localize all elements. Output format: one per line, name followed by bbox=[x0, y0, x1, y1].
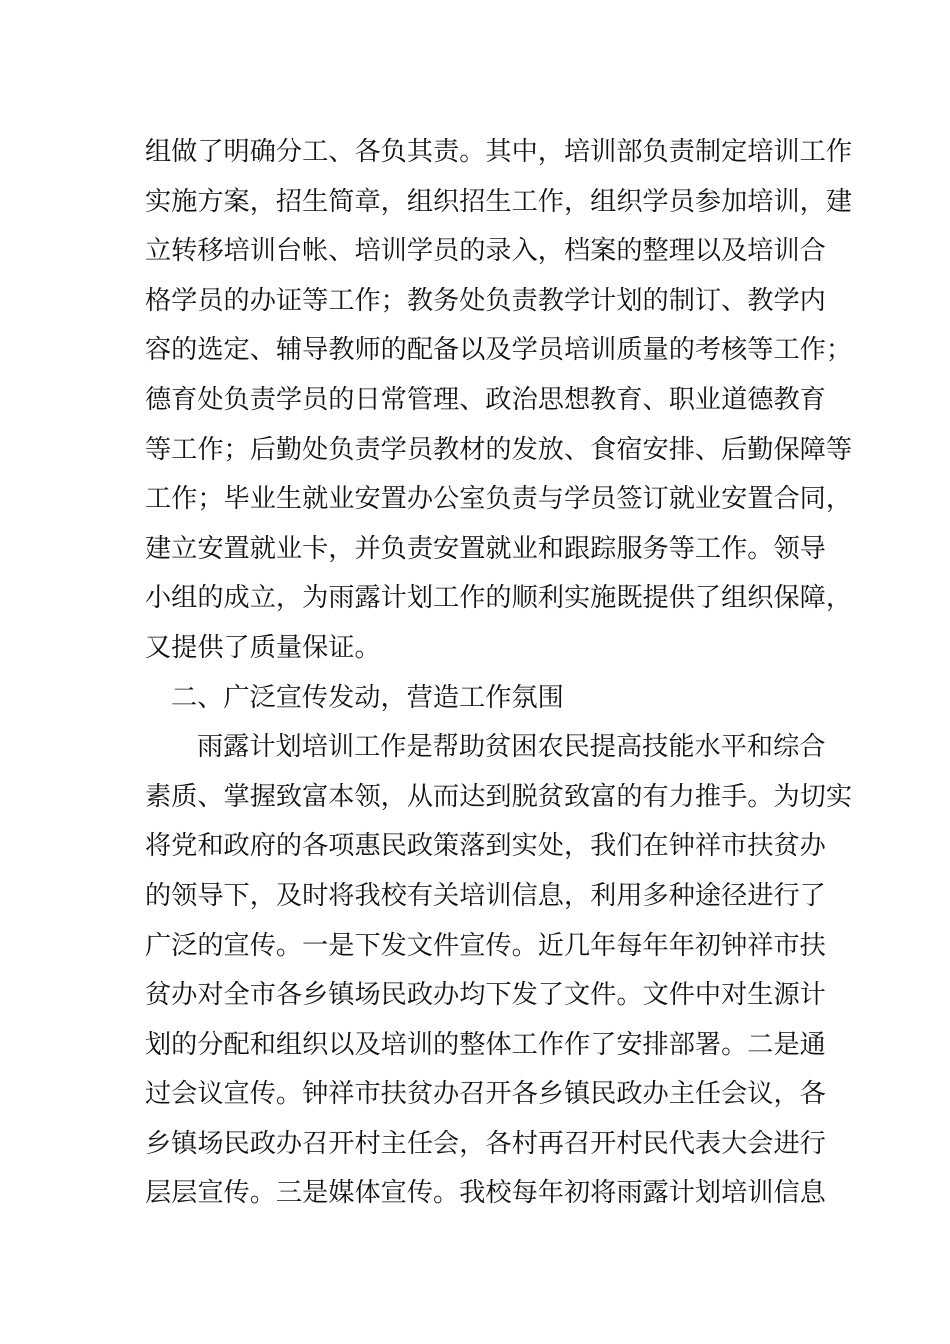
paragraph-line: 组做了明确分工、各负其责。其中，培训部负责制定培训工作 bbox=[145, 137, 853, 167]
paragraph-line: 又提供了质量保证。 bbox=[145, 632, 381, 663]
section-heading: 二、广泛宣传发动，营造工作氛围 bbox=[171, 682, 564, 713]
paragraph-line: 雨露计划培训工作是帮助贫困农民提高技能水平和综合 bbox=[197, 732, 826, 763]
paragraph-line: 层层宣传。三是媒体宣传。我校每年初将雨露计划培训信息 bbox=[145, 1178, 826, 1209]
paragraph-line: 贫办对全市各乡镇场民政办均下发了文件。文件中对生源计 bbox=[145, 980, 826, 1011]
paragraph-line: 小组的成立，为雨露计划工作的顺利实施既提供了组织保障， bbox=[145, 583, 853, 614]
paragraph-line: 将党和政府的各项惠民政策落到实处，我们在钟祥市扶贫办 bbox=[145, 831, 826, 862]
paragraph-line: 建立安置就业卡，并负责安置就业和跟踪服务等工作。领导 bbox=[145, 533, 826, 564]
document-body bbox=[145, 128, 853, 1219]
paragraph-line: 容的选定、辅导教师的配备以及学员培训质量的考核等工作； bbox=[145, 335, 853, 366]
paragraph-line: 格学员的办证等工作；教务处负责教学计划的制订、教学内 bbox=[145, 285, 826, 316]
paragraph-line: 实施方案，招生简章，组织招生工作，组织学员参加培训，建 bbox=[145, 186, 853, 217]
paragraph-line: 素质、掌握致富本领，从而达到脱贫致富的有力推手。为切实 bbox=[145, 781, 853, 812]
paragraph-line: 广泛的宣传。一是下发文件宣传。近几年每年年初钟祥市扶 bbox=[145, 930, 826, 961]
paragraph-line: 划的分配和组织以及培训的整体工作作了安排部署。二是通 bbox=[145, 1029, 826, 1060]
paragraph-line: 过会议宣传。钟祥市扶贫办召开各乡镇民政办主任会议，各 bbox=[145, 1079, 826, 1110]
paragraph-line: 等工作；后勤处负责学员教材的发放、食宿安排、后勤保障等 bbox=[145, 434, 853, 465]
paragraph-line: 工作；毕业生就业安置办公室负责与学员签订就业安置合同， bbox=[145, 484, 853, 515]
paragraph-line: 德育处负责学员的日常管理、政治思想教育、职业道德教育 bbox=[145, 384, 826, 415]
paragraph-line: 乡镇场民政办召开村主任会，各村再召开村民代表大会进行 bbox=[145, 1128, 826, 1159]
paragraph-line: 立转移培训台帐、培训学员的录入，档案的整理以及培训合 bbox=[145, 236, 826, 267]
paragraph-line: 的领导下，及时将我校有关培训信息，利用多种途径进行了 bbox=[145, 880, 826, 911]
